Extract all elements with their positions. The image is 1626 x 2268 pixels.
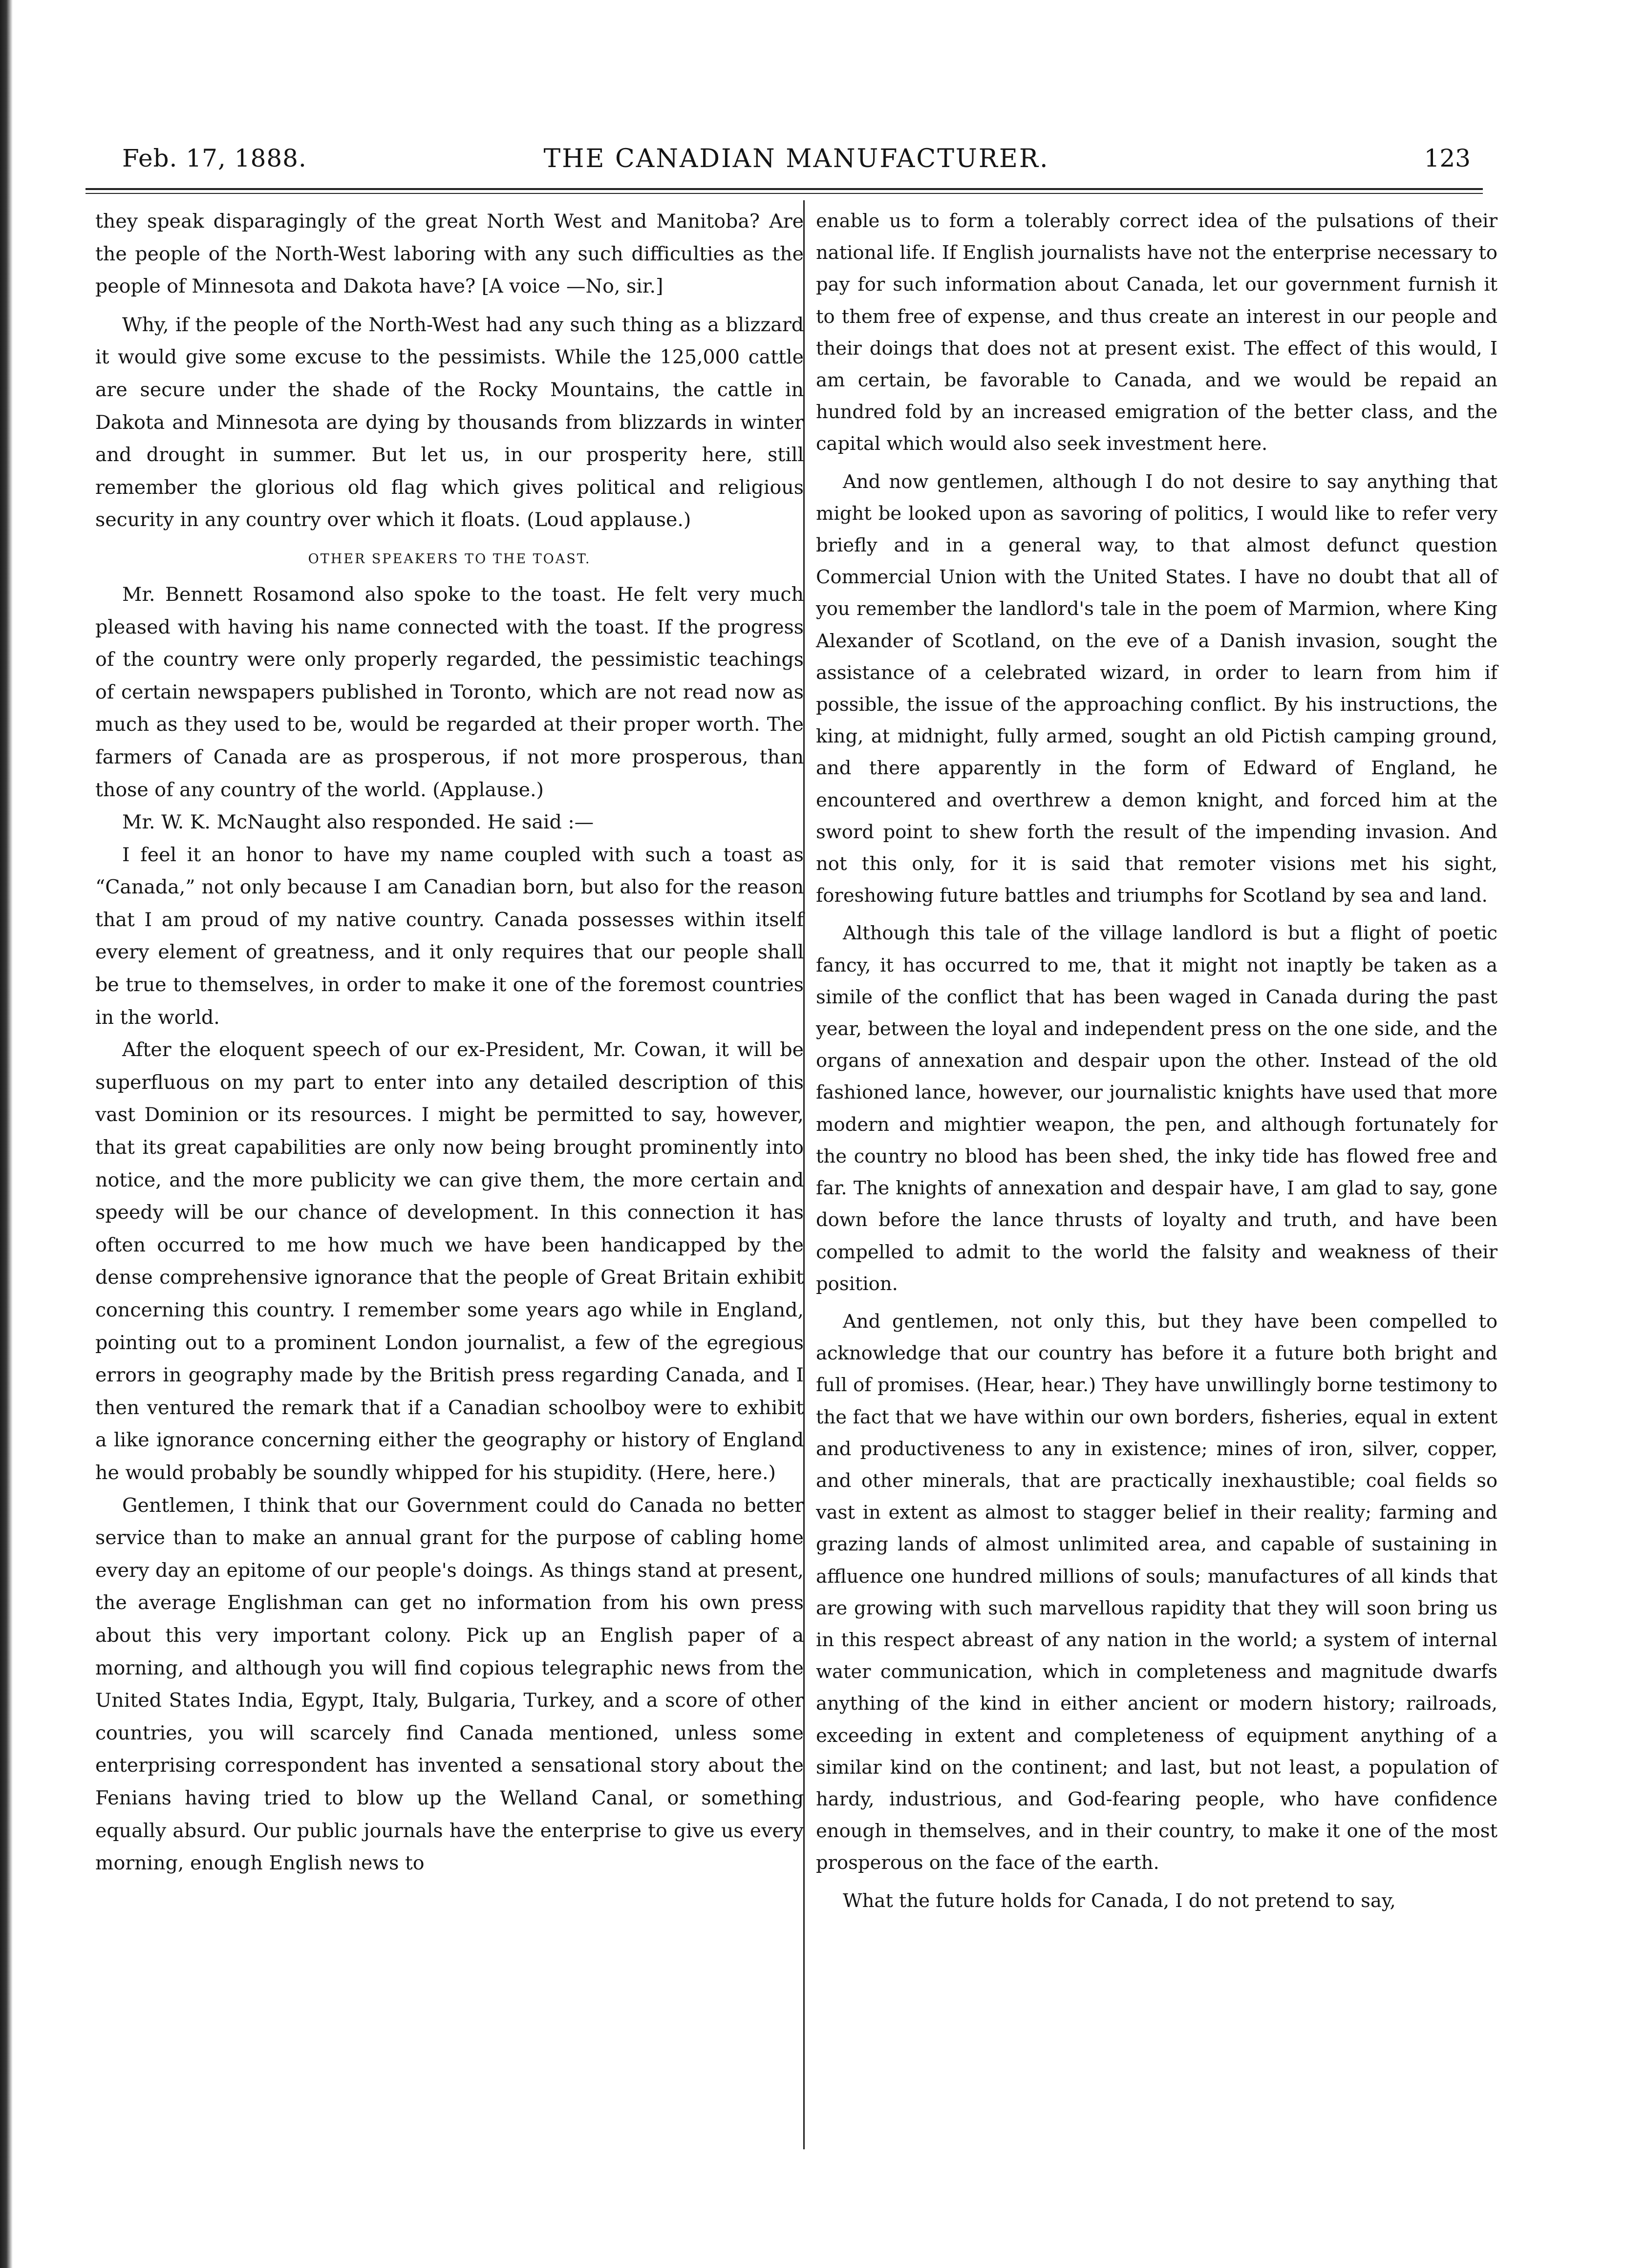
left-column (95, 205, 804, 1880)
page-number: 123 (1424, 144, 1471, 172)
section-subheading: OTHER SPEAKERS TO THE TOAST. (308, 551, 591, 567)
publication-title: THE CANADIAN MANUFACTURER. (543, 144, 1049, 173)
header-rule-thick (86, 188, 1483, 190)
right-paragraph-4: And gentlemen, not only this, but they have been compelled to acknowledge that our country has before it a future both bright and full of promises. (Hear, hear.) They have unwillingly borne testimony to the fact that we have within our own borders, fisheries, equal in extent and productiveness to any in existence; mines of iron, silver, copper, and other minerals, that are practically inexhaustible; coal fields so vast in extent as almost to stagger belief in their reality; farming and grazing lands of almost unlimited area, and capable of sustaining in affluence one hundred millions of souls; manufactures of all kinds that are growing with such marvellous rapidity that they will soon bring us in this respect abreast of any nation in the world; a system of internal water communication, which in completeness and magnitude dwarfs anything of the kind in either ancient or modern history; railroads, exceeding in extent and completeness of equipment anything of a similar kind on the continent; and last, but not least, a population of hardy, industrious, and God-fearing people, who have confidence enough in themselves, and in their country, to make it one of the most prosperous on the face of the earth. (816, 1310, 1498, 1874)
header-rule-thin (86, 193, 1483, 194)
issue-date: Feb. 17, 1888. (122, 144, 307, 172)
right-paragraph-5: What the future holds for Canada, I do not pretend to say, (843, 1889, 1396, 1912)
scan-edge-shadow (0, 0, 13, 2268)
left-paragraph-5: I feel it an honor to have my name coupled with such a toast as “Canada,” not only because I am Canadian born, but also for the reason that I am proud of my native country. Canada possesses within itself every element of greatness, and it only requires that our people shall be true to themselves, in order to make it one of the foremost countries in the world. (95, 843, 804, 1029)
right-paragraph-3: Although this tale of the village landlord is but a flight of poetic fancy, it has occurred to me, that it might not inaptly be taken as a simile of the conflict that has been waged in Canada during the past year, between the loyal and independent press on the one side, and the organs of annexation and despair upon the other. Instead of the old fashioned lance, however, our journalistic knights have used that more modern and mightier weapon, the pen, and although fortunately for the country no blood has been shed, the inky tide has flowed free and far. The knights of annexation and despair have, I am glad to say, gone down before the lance thrusts of loyalty and truth, and have been compelled to admit to the world the falsity and weakness of their position. (816, 922, 1498, 1295)
paragraph-gap (816, 460, 1498, 466)
page-header (122, 144, 1471, 183)
paragraph-gap (816, 1879, 1498, 1885)
left-paragraph-1: they speak disparagingly of the great North West and Manitoba? Are the people of the North-West laboring with any such difficulties as the people of Minnesota and Dakota have? [A voice —No, sir.] (95, 210, 804, 298)
right-paragraph-1: enable us to form a tolerably correct idea of the pulsations of their national life. If English journalists have not the enterprise necessary to pay for such information about Canada, let our government furnish it to them free of expense, and thus create an interest in our people and their doings that does not at present exist. The effect of this would, I am certain, be favorable to Canada, and we would be repaid an hundred fold by an increased emigration of the better class, and the capital which would also seek investment here. (816, 210, 1498, 455)
paragraph-gap (95, 303, 804, 309)
paragraph-gap (816, 1300, 1498, 1306)
left-paragraph-6: After the eloquent speech of our ex-President, Mr. Cowan, it will be superfluous on my part to enter into any detailed description of this vast Dominion or its resources. I might be permitted to say, however, that its great capabilities are only now being brought prominently into notice, and the more publicity we can give them, the more certain and speedy will be our chance of development. In this connection it has often occurred to me how much we have been handicapped by the dense comprehensive ignorance that the people of Great Britain exhibit concerning this country. I remember some years ago while in England, pointing out to a prominent London journalist, a few of the egregious errors in geography made by the British press regarding Canada, and I then ventured the remark that if a Canadian schoolboy were to exhibit a like ignorance concerning either the geography or history of England he would probably be soundly whipped for his stupidity. (Here, here.) (95, 1039, 804, 1484)
left-paragraph-7: Gentlemen, I think that our Government could do Canada no better service than to make an annual grant for the purpose of cabling home every day an epitome of our people's doings. As things stand at present, the average Englishman can get no information from his own press about this very important colony. Pick up an English paper of a morning, and although you will find copious telegraphic news from the United States India, Egypt, Italy, Bulgaria, Turkey, and a score of other countries, you will scarcely find Canada mentioned, unless some enterprising correspondent has invented a sensational story about the Fenians having tried to blow up the Welland Canal, or something equally absurd. Our public journals have the enterprise to give us every morning, enough English news to (95, 1494, 804, 1875)
right-paragraph-2: And now gentlemen, although I do not desire to say anything that might be looked upon as savoring of politics, I would like to refer very briefly and in a general way, to that almost defunct question Commercial Union with the United States. I have no doubt that all of you remember the landlord's tale in the poem of Marmion, where King Alexander of Scotland, on the eve of a Danish invasion, sought the assistance of a celebrated wizard, in order to learn from him if possible, the issue of the approaching conflict. By his instructions, the king, at midnight, fully armed, sought an old Pictish camping ground, and there apparently in the form of Edward of England, he encountered and overthrew a demon knight, and forced him at the sword point to shew forth the result of the impending invasion. And not this only, for it is said that remoter visions met his sight, foreshowing future battles and triumphs for Scotland by sea and land. (816, 470, 1498, 907)
right-column (816, 205, 1498, 1917)
paragraph-gap (816, 911, 1498, 917)
left-paragraph-2: Why, if the people of the North-West had any such thing as a blizzard it would give some excuse to the pessimists. While the 125,000 cattle are secure under the shade of the Rocky Mountains, the cattle in Dakota and Minnesota are dying by thousands from blizzards in winter and drought in summer. But let us, in our prosperity here, still remember the glorious old flag which gives political and religious security in any country over which it floats. (Loud applause.) (95, 313, 804, 531)
left-paragraph-4: Mr. W. K. McNaught also responded. He said :— (122, 811, 594, 834)
left-paragraph-3: Mr. Bennett Rosamond also spoke to the toast. He felt very much pleased with having his name connected with the toast. If the progress of the country were only properly regarded, the pessimistic teachings of certain newspapers published in Toronto, which are not read now as much as they used to be, would be regarded at their proper worth. The farmers of Canada are as prosperous, if not more prosperous, than those of any country of the world. (Applause.) (95, 583, 804, 801)
